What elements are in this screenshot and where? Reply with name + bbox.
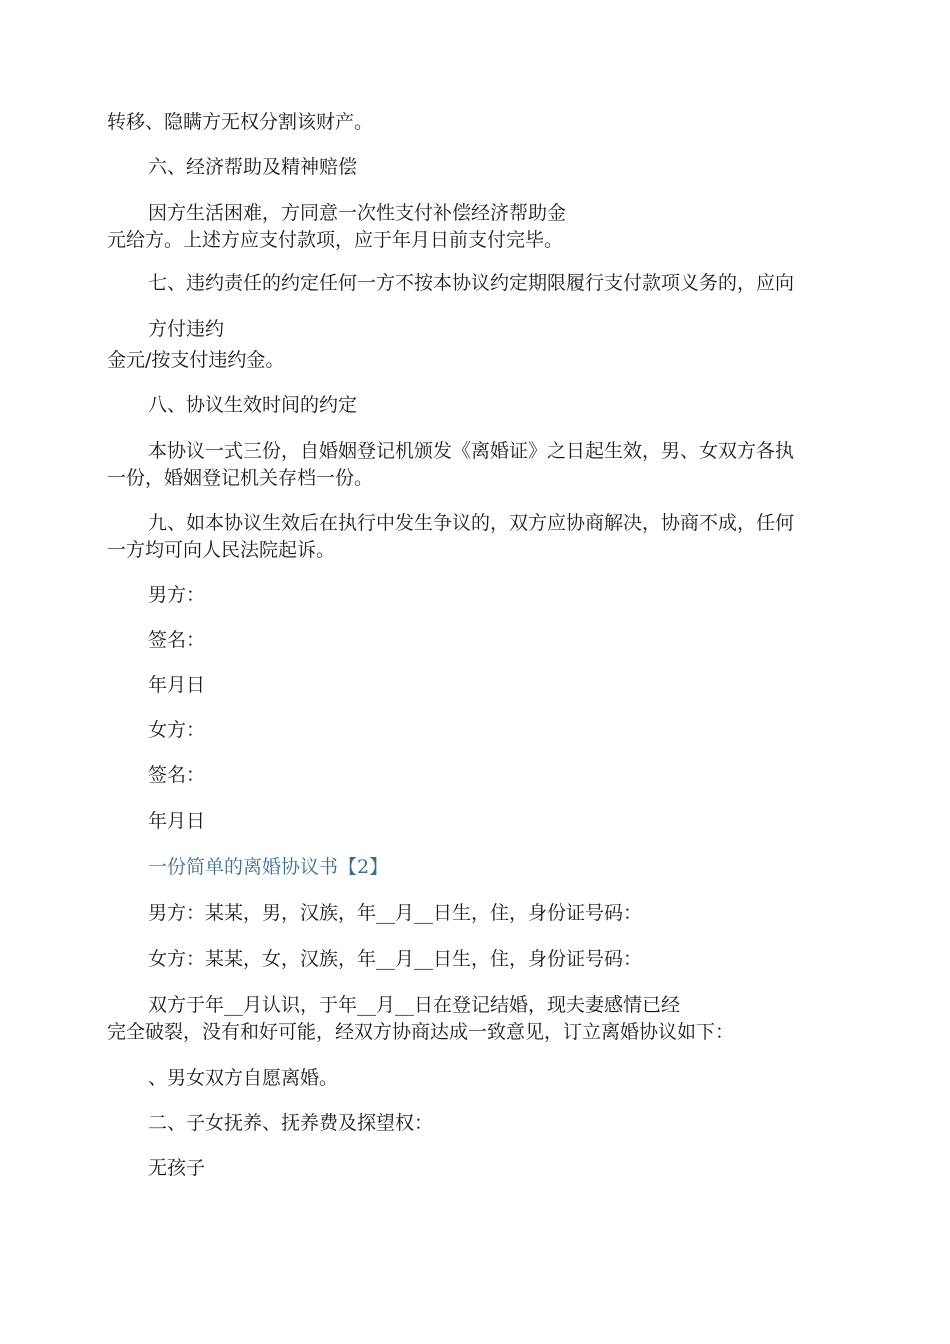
paragraph-line: 转移、隐瞒方无权分割该财产。	[107, 111, 374, 133]
article-title: 一份简单的离婚协议书【2】	[148, 856, 389, 878]
paragraph-line: 元给方。上述方应支付款项，应于年月日前支付完毕。	[107, 229, 564, 251]
paragraph-line: 本协议一式三份，自婚姻登记机颁发《离婚证》之日起生效，男、女双方各执	[148, 440, 795, 462]
signature-label: 签名：	[148, 764, 206, 786]
section-heading: 二、子女抚养、抚养费及探望权：	[148, 1112, 434, 1134]
paragraph-line: 金元/按支付违约金。	[107, 349, 285, 371]
signature-label: 签名：	[148, 629, 206, 651]
paragraph-line: 方付违约	[148, 318, 225, 340]
signature-date: 年月日	[148, 674, 206, 696]
paragraph-line: 双方于年__月认识，于年__月__日在登记结婚，现夫妻感情已经	[148, 994, 681, 1016]
paragraph-line: 一份，婚姻登记机关存档一份。	[107, 467, 374, 489]
section-heading: 八、协议生效时间的约定	[148, 394, 358, 416]
paragraph-line: 完全破裂，没有和好可能，经双方协商达成一致意见，订立离婚协议如下：	[107, 1021, 735, 1043]
section-heading: 九、如本协议生效后在执行中发生争议的，双方应协商解决，协商不成，任何	[148, 512, 795, 534]
paragraph-line: 一方均可向人民法院起诉。	[107, 539, 336, 561]
section-heading: 七、违约责任的约定任何一方不按本协议约定期限履行支付款项义务的，应向	[148, 272, 795, 294]
paragraph-line: 女方：某某，女，汉族，年__月__日生，住，身份证号码：	[148, 948, 643, 970]
paragraph-line: 、男女双方自愿离婚。	[148, 1067, 339, 1089]
signature-date: 年月日	[148, 810, 206, 832]
paragraph-line: 男方：某某，男，汉族，年__月__日生，住，身份证号码：	[148, 902, 643, 924]
signature-party-label: 女方：	[148, 719, 206, 741]
section-heading: 六、经济帮助及精神赔偿	[148, 156, 358, 178]
paragraph-line: 因方生活困难，方同意一次性支付补偿经济帮助金	[148, 202, 567, 224]
paragraph-line: 无孩子	[148, 1157, 206, 1179]
signature-party-label: 男方：	[148, 584, 206, 606]
